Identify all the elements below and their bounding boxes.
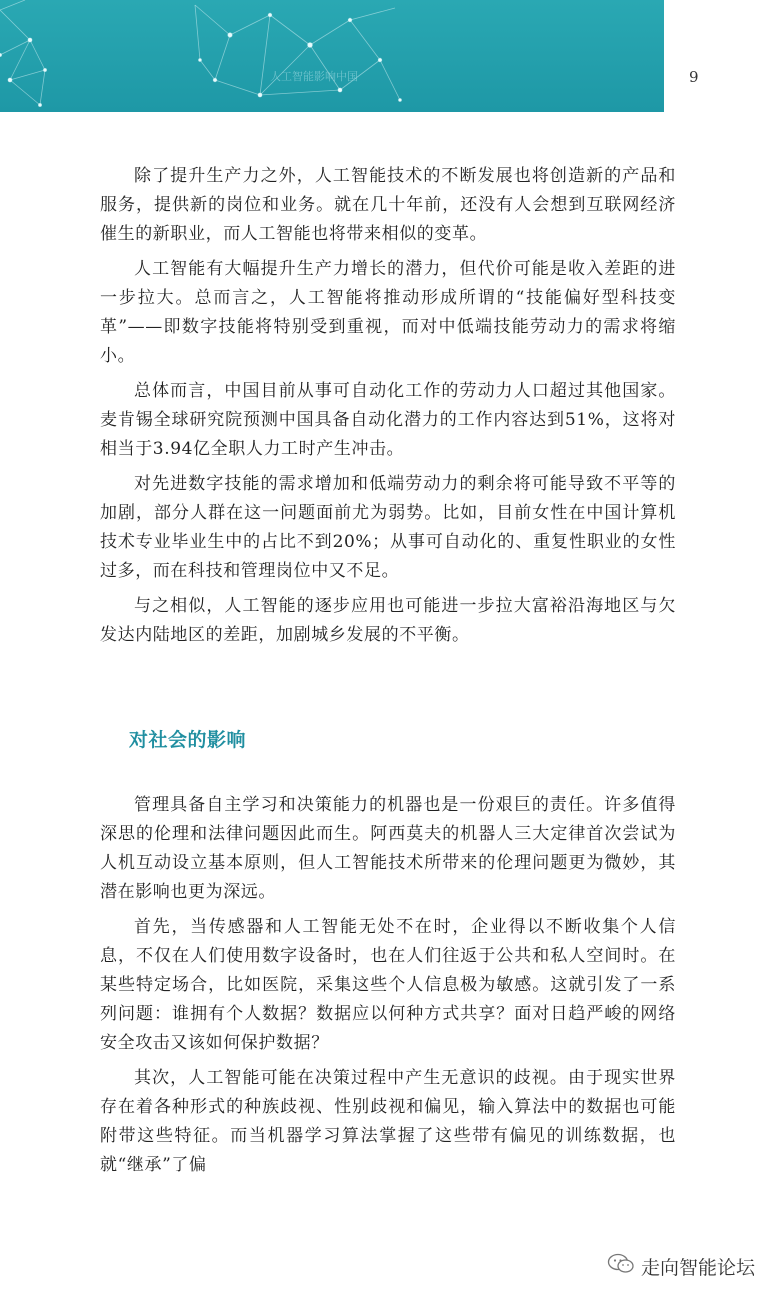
network-pattern-image [0, 0, 664, 112]
paragraph: 对先进数字技能的需求增加和低端劳动力的剩余将可能导致不平等的加剧，部分人群在这一问题面前尤为弱势。比如，目前女性在中国计算机技术专业毕业生中的占比不到20%；从事可自动化的、重复性职业的女性过多，而在科技和管理岗位中又不足。 [100, 474, 676, 581]
watermark [607, 1253, 755, 1279]
paragraph: 人工智能有大幅提升生产力增长的潜力，但代价可能是收入差距的进一步拉大。总而言之，人工智能将推动形成所谓的“技能偏好型科技变革”——即数字技能将特别受到重视，而对中低端技能劳动力的需求将缩小。 [100, 259, 676, 366]
body-text-intro [100, 162, 676, 656]
watermark-text: 走向智能论坛 [641, 1256, 756, 1279]
paragraph: 首先，当传感器和人工智能无处不在时，企业得以不断收集个人信息，不仅在人们使用数字设备时，也在人们往返于公共和私人空间时。在某些特定场合，比如医院，采集这些个人信息极为敏感。这就引发了一系列问题：谁拥有个人数据？数据应以何种方式共享？面对日趋严峻的网络安全攻击又该如何保护数据？ [100, 917, 676, 1053]
paragraph: 总体而言，中国目前从事可自动化工作的劳动力人口超过其他国家。麦肯锡全球研究院预测中国具备自动化潜力的工作内容达到51%，这将对相当于3.94亿全职人力工时产生冲击。 [100, 381, 676, 459]
running-head: 人工智能影响中国 [270, 70, 358, 83]
paragraph: 与之相似，人工智能的逐步应用也可能进一步拉大富裕沿海地区与欠发达内陆地区的差距，加剧城乡发展的不平衡。 [100, 596, 676, 645]
paragraph: 除了提升生产力之外，人工智能技术的不断发展也将创造新的产品和服务，提供新的岗位和业务。就在几十年前，还没有人会想到互联网经济催生的新职业，而人工智能也将带来相似的变革。 [100, 166, 676, 244]
paragraph: 管理具备自主学习和决策能力的机器也是一份艰巨的责任。许多值得深思的伦理和法律问题因此而生。阿西莫夫的机器人三大定律首次尝试为人机互动设立基本原则，但人工智能技术所带来的伦理问题更为微妙，其潜在影响也更为深远。 [100, 795, 676, 902]
section-heading: 对社会的影响 [129, 729, 247, 751]
body-text-society [100, 791, 676, 1186]
wechat-icon [607, 1253, 635, 1280]
paragraph: 其次，人工智能可能在决策过程中产生无意识的歧视。由于现实世界存在着各种形式的种族歧视、性别歧视和偏见，输入算法中的数据也可能附带这些特征。而当机器学习算法掌握了这些带有偏见的训练数据，也就“继承”了偏 [100, 1068, 676, 1175]
header-banner [0, 0, 664, 112]
page-number: 9 [689, 68, 699, 86]
